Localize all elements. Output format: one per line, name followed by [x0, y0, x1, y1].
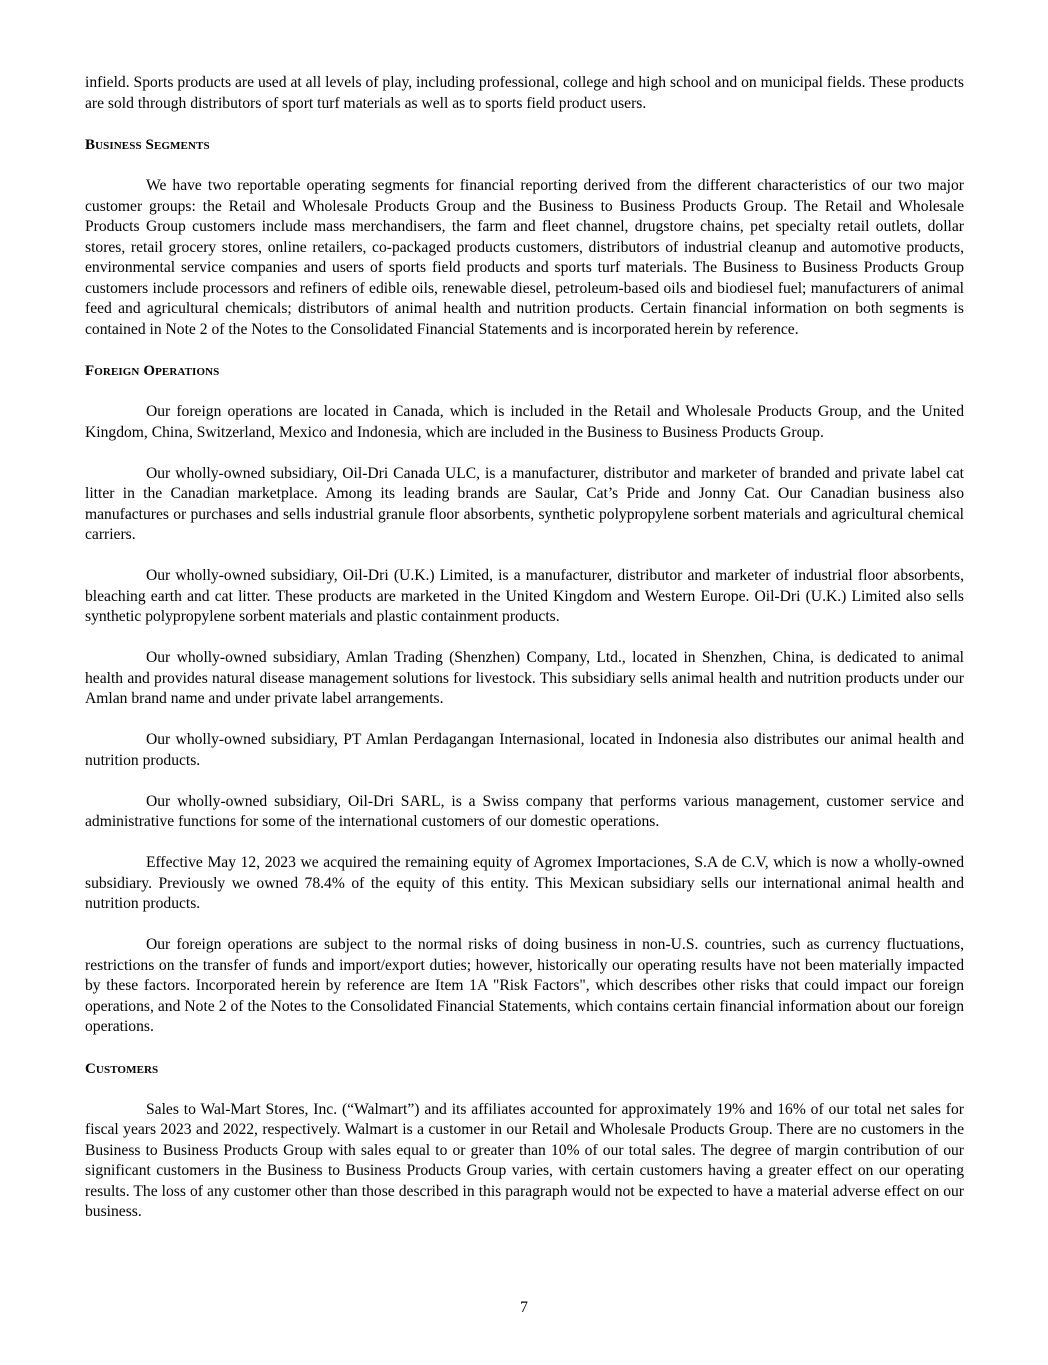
document-page [85, 73, 964, 1223]
foreign-operations-paragraph: Our wholly-owned subsidiary, Oil-Dri (U.K.) Limited, is a manufacturer, distributor and marketer of industrial floor absorbents, bleaching earth and cat litter. These products are marketed in the United Kingdom and Western Europe. Oil-Dri (U.K.) Limited also sells synthetic polypropylene sorbent materials and plastic containment products. [85, 567, 964, 625]
customers-heading-wrap [85, 1059, 964, 1080]
customers-paragraph: Sales to Wal-Mart Stores, Inc. (“Walmart”) and its affiliates accounted for approximately 19% and 16% of our total net sales for fiscal years 2023 and 2022, respectively. Walmart is a customer in our Retail and Wholesale Products Group. There are no customers in the Business to Business Products Group with sales equal to or greater than 10% of our total sales. The degree of margin contribution of our significant customers in the Business to Business Products Group varies, with certain customers having a greater effect on our operating results. The loss of any customer other than those described in this paragraph would not be expected to have a material adverse effect on our business. [85, 1100, 964, 1220]
business-segments-paragraph: We have two reportable operating segments for financial reporting derived from the different characteristics of our two major customer groups: the Retail and Wholesale Products Group and the Business to Business Products Group. The Retail and Wholesale Products Group customers include mass merchandisers, the farm and fleet channel, drugstore chains, pet specialty retail outlets, dollar stores, retail grocery stores, online retailers, co-packaged products customers, distributors of industrial cleanup and automotive products, environmental service companies and users of sports field products and sports turf materials. The Business to Business Products Group customers include processors and refiners of edible oils, renewable diesel, petroleum-based oils and biodiesel fuel; manufacturers of animal feed and agricultural chemicals; distributors of animal health and nutrition products. Certain financial information on both segments is contained in Note 2 of the Notes to the Consolidated Financial Statements and is incorporated herein by reference. [85, 177, 964, 338]
foreign-operations-paragraph: Our wholly-owned subsidiary, Amlan Trading (Shenzhen) Company, Ltd., located in Shenzhen, China, is dedicated to animal health and provides natural disease management solutions for livestock. This subsidiary sells animal health and nutrition products under our Amlan brand name and under private label arrangements. [85, 649, 964, 707]
foreign-operations-paragraph: Our foreign operations are located in Canada, which is included in the Retail and Wholesale Products Group, and the United Kingdom, China, Switzerland, Mexico and Indonesia, which are included in the Business to Business Products Group. [85, 403, 964, 441]
foreign-operations-paragraph: Effective May 12, 2023 we acquired the remaining equity of Agromex Importaciones, S.A de C.V, which is now a wholly-owned subsidiary. Previously we owned 78.4% of the equity of this entity. This Mexican subsidiary sells our international animal health and nutrition products. [85, 854, 964, 912]
foreign-operations-paragraph: Our wholly-owned subsidiary, Oil-Dri Canada ULC, is a manufacturer, distributor and marketer of branded and private label cat litter in the Canadian marketplace. Among its leading brands are Saular, Cat’s Pride and Jonny Cat. Our Canadian business also manufactures or purchases and sells industrial granule floor absorbents, synthetic polypropylene sorbent materials and agricultural chemical carriers. [85, 464, 964, 543]
customers-heading: Customers [85, 1060, 159, 1077]
page-number: 7 [520, 1299, 528, 1316]
foreign-operations-paragraph: Our foreign operations are subject to the normal risks of doing business in non-U.S. countries, such as currency fluctuations, restrictions on the transfer of funds and import/export duties; however, historically our operating results have not been materially impacted by these factors. Incorporated herein by reference are Item 1A "Risk Factors", which describes other risks that could impact our foreign operations, and Note 2 of the Notes to the Consolidated Financial Statements, which contains certain financial information about our foreign operations. [85, 936, 964, 1035]
foreign-operations-heading: Foreign Operations [85, 363, 220, 379]
business-segments-heading: Business Segments [85, 137, 210, 153]
foreign-operations-paragraph: Our wholly-owned subsidiary, PT Amlan Perdagangan Internasional, located in Indonesia also distributes our animal health and nutrition products. [85, 731, 964, 769]
business-segments-heading-wrap [85, 135, 964, 156]
foreign-operations-heading-wrap [85, 361, 964, 382]
intro-paragraph: infield. Sports products are used at all levels of play, including professional, college and high school and on municipal fields. These products are sold through distributors of sport turf materials as well as to sports field product users. [85, 74, 964, 112]
foreign-operations-paragraph: Our wholly-owned subsidiary, Oil-Dri SARL, is a Swiss company that performs various management, customer service and administrative functions for some of the international customers of our domestic operations. [85, 792, 964, 830]
